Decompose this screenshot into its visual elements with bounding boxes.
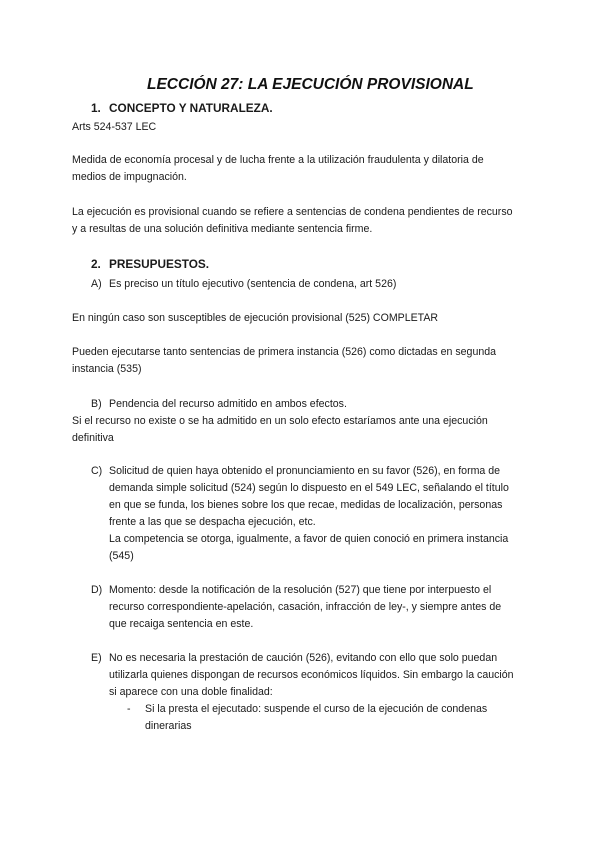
item-a-label: A) bbox=[91, 278, 102, 290]
section-2-number: 2. bbox=[91, 257, 101, 271]
paragraph-line: medios de impugnación. bbox=[72, 171, 187, 183]
item-b-label: B) bbox=[91, 398, 102, 410]
item-d-line: Momento: desde la notificación de la resolución (527) que tiene por interpuesto el bbox=[109, 584, 492, 596]
item-e-line: si aparece con una doble finalidad: bbox=[109, 686, 273, 698]
section-1-heading: CONCEPTO Y NATURALEZA. bbox=[109, 101, 273, 115]
item-e-line: No es necesaria la prestación de caución (526), evitando con ello que solo puedan bbox=[109, 652, 498, 664]
item-e-label: E) bbox=[91, 652, 102, 664]
item-d-line: recurso correspondiente-apelación, casación, infracción de ley-, y siempre antes de bbox=[109, 601, 502, 613]
item-c-line: Solicitud de quien haya obtenido el pronunciamiento en su favor (526), en forma de bbox=[109, 465, 501, 477]
item-d-line: que recaiga sentencia en este. bbox=[109, 618, 254, 630]
page-title: LECCIÓN 27: LA EJECUCIÓN PROVISIONAL bbox=[147, 76, 474, 93]
item-b-extra: Si el recurso no existe o se ha admitido en un solo efecto estaríamos ante una ejecución bbox=[72, 415, 488, 427]
bullet-line: dinerarias bbox=[145, 720, 192, 732]
note-line: Pueden ejecutarse tanto sentencias de primera instancia (526) como dictadas en segunda bbox=[72, 346, 497, 358]
section-2-heading: PRESUPUESTOS. bbox=[109, 257, 210, 271]
bullet-marker: - bbox=[127, 703, 131, 715]
item-c-line: (545) bbox=[109, 550, 134, 562]
note-line: instancia (535) bbox=[72, 363, 142, 375]
note-line: En ningún caso son susceptibles de ejecución provisional (525) COMPLETAR bbox=[72, 312, 439, 324]
item-b-text: Pendencia del recurso admitido en ambos efectos. bbox=[109, 398, 347, 410]
item-e-line: utilizarla quienes dispongan de recursos económicos líquidos. Sin embargo la caución bbox=[109, 669, 514, 681]
section-1-ref: Arts 524-537 LEC bbox=[72, 121, 157, 133]
paragraph-line: Medida de economía procesal y de lucha frente a la utilización fraudulenta y dilatoria de bbox=[72, 154, 484, 166]
paragraph-line: y a resultas de una solución definitiva mediante sentencia firme. bbox=[72, 223, 373, 235]
section-1-number: 1. bbox=[91, 101, 101, 115]
bullet-line: Si la presta el ejecutado: suspende el curso de la ejecución de condenas bbox=[145, 703, 488, 715]
item-c-line: frente a las que se despacha ejecución, etc. bbox=[109, 516, 316, 528]
item-a-text: Es preciso un título ejecutivo (sentencia de condena, art 526) bbox=[109, 278, 397, 290]
item-c-line: en que se funda, los bienes sobre los que recae, medidas de localización, personas bbox=[109, 499, 503, 511]
item-c-line: demanda simple solicitud (524) según lo dispuesto en el 549 LEC, señalando el título bbox=[109, 482, 509, 494]
paragraph-line: La ejecución es provisional cuando se refiere a sentencias de condena pendientes de recurso bbox=[72, 206, 513, 218]
item-c-label: C) bbox=[91, 465, 103, 477]
item-c-line: La competencia se otorga, igualmente, a favor de quien conoció en primera instancia bbox=[109, 533, 509, 545]
item-b-extra: definitiva bbox=[72, 432, 114, 444]
item-d-label: D) bbox=[91, 584, 103, 596]
